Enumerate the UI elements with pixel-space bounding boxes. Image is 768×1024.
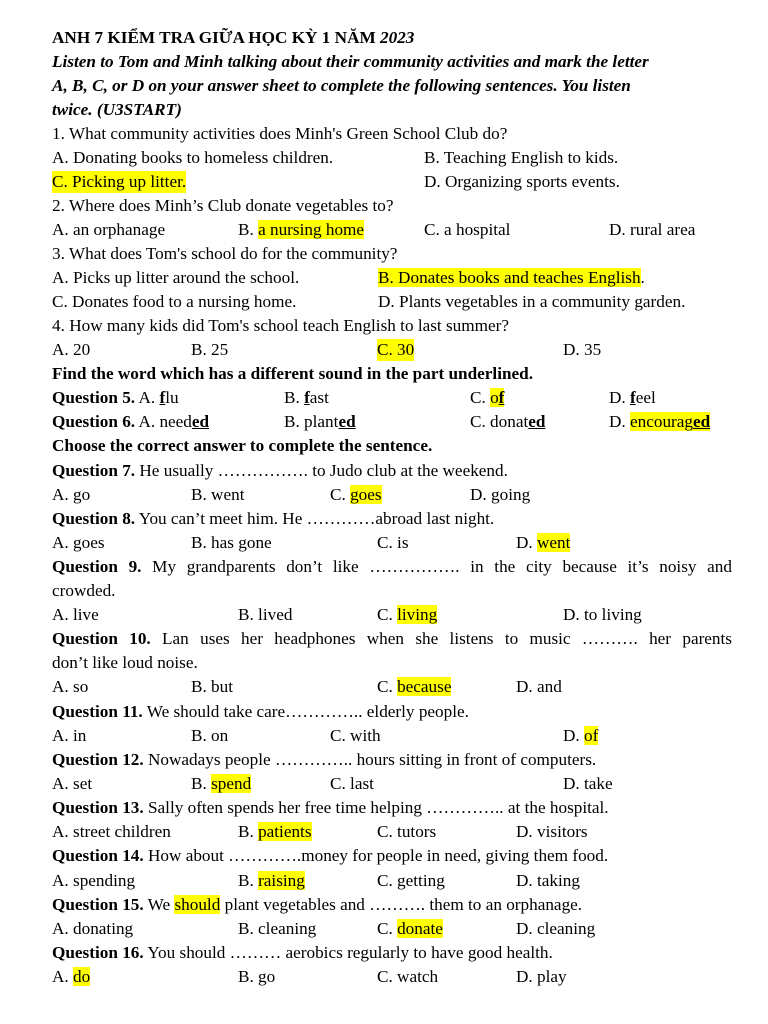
q7-option-c: [330, 484, 382, 506]
q6-d-prefix: D.: [609, 412, 631, 431]
q10-option-b: B. but: [191, 677, 234, 696]
q12-b-prefix: B.: [191, 774, 212, 793]
q10-option-c: [377, 676, 451, 698]
q15-options: [52, 918, 732, 942]
q8-d-prefix: D.: [516, 533, 538, 552]
q4-options: [52, 339, 732, 363]
q4-option-b: B. 25: [191, 340, 229, 359]
q12-option-b: [191, 773, 251, 795]
q5-option-c: [470, 387, 504, 409]
q8-text: You can’t meet him. He …………abroad last night.: [135, 509, 495, 528]
q16-text: You should ……… aerobics regularly to have good health.: [143, 943, 553, 962]
q16-a-answer: do: [73, 967, 91, 986]
q5-c-answer: [490, 388, 504, 407]
q1-options-row-2: [52, 171, 732, 195]
q14-label: Question 14.: [52, 846, 144, 865]
q7-label: Question 7.: [52, 461, 136, 480]
mc-heading: Choose the correct answer to complete the sentence.: [52, 436, 433, 455]
title-main: ANH 7 KIỂM TRA GIỮA HỌC KỲ 1 NĂM: [52, 28, 381, 47]
q15-c-answer: donate: [397, 919, 443, 938]
q10-stem-line-2: don’t like loud noise.: [52, 653, 198, 672]
q15-option-d: D. cleaning: [516, 919, 596, 938]
instruction-line-3: twice. (U3START): [52, 100, 182, 119]
q15-text-post: plant vegetables and ………. them to an orphanage.: [220, 895, 583, 914]
q10-option-a: A. so: [52, 677, 89, 696]
q12-option-c: C. last: [330, 774, 374, 793]
q11-label: Question 11.: [52, 702, 143, 721]
q3-option-b: [378, 267, 645, 289]
q5-label: Question 5.: [52, 388, 136, 407]
q9-options: [52, 604, 732, 628]
q6-label: Question 6.: [52, 412, 136, 431]
q12-option-a: A. set: [52, 774, 93, 793]
q10-text-1: Lan uses her headphones when she listens to music ………. her parents: [150, 629, 732, 648]
q1-option-c-answer: C. Picking up litter.: [52, 172, 187, 191]
q13-text: Sally often spends her free time helping ………….. at the hospital.: [143, 798, 609, 817]
q11-d-prefix: D.: [563, 726, 585, 745]
q8-label: Question 8.: [52, 509, 136, 528]
q10-c-answer: because: [397, 677, 452, 696]
q14-option-c: C. getting: [377, 871, 445, 890]
q5-b-prefix: B.: [284, 388, 305, 407]
q16-label: Question 16.: [52, 943, 144, 962]
q2-option-d: D. rural area: [609, 220, 696, 239]
q14-options: [52, 870, 732, 894]
q6-c-underlined: ed: [528, 412, 546, 431]
instruction-line-2: A, B, C, or D on your answer sheet to complete the following sentences. You listen: [52, 76, 631, 95]
q6-a-prefix: A. need: [135, 412, 192, 431]
q5-option-d: [609, 387, 656, 409]
q15-text-pre: We: [143, 895, 175, 914]
q2-option-c: C. a hospital: [424, 220, 511, 239]
q16-option-a: [52, 966, 90, 988]
q3-options-row-1: [52, 267, 732, 291]
q8-d-answer: went: [537, 533, 571, 552]
q6-b-prefix: B. plant: [284, 412, 339, 431]
q13-option-b: [238, 821, 312, 843]
q16-a-prefix: A.: [52, 967, 74, 986]
q14-option-d: D. taking: [516, 871, 580, 890]
q3-option-b-answer: B. Donates books and teaches English: [378, 268, 641, 287]
q7-text: He usually ……………. to Judo club at the weekend.: [135, 461, 508, 480]
q5-a-rest: lu: [165, 388, 179, 407]
exam-title: [52, 27, 732, 51]
q5-b-underlined: f: [304, 388, 310, 407]
q7-option-a: A. go: [52, 485, 91, 504]
q16-option-c: C. watch: [377, 967, 439, 986]
q10-option-d: D. and: [516, 677, 562, 696]
q3-option-a: A. Picks up litter around the school.: [52, 268, 300, 287]
q15-option-a: A. donating: [52, 919, 134, 938]
q6-d-answer: [630, 412, 710, 431]
q14-stem: [52, 845, 732, 869]
q7-c-answer: goes: [350, 485, 382, 504]
q3-stem: 3. What does Tom's school do for the community?: [52, 244, 398, 263]
q9-c-answer: living: [397, 605, 438, 624]
q6-option-c: [470, 411, 545, 433]
q1-options-row-1: [52, 147, 732, 171]
q8-stem: [52, 508, 732, 532]
q2-option-a: A. an orphanage: [52, 220, 166, 239]
q3-option-d: D. Plants vegetables in a community garden.: [378, 292, 686, 311]
q6-d-highlight: encourag: [630, 412, 694, 431]
q9-label: Question 9.: [52, 557, 142, 576]
q5-option-b: [284, 387, 329, 409]
q8-options: [52, 532, 732, 556]
q11-option-c: C. with: [330, 726, 381, 745]
q10-options: [52, 676, 732, 700]
q6-a-underlined: ed: [191, 412, 210, 431]
q5-d-underlined: f: [630, 388, 636, 407]
q13-option-a: A. street children: [52, 822, 171, 841]
q9-option-a: A. live: [52, 605, 99, 624]
q3-options-row-2: [52, 291, 732, 315]
q7-options: [52, 484, 732, 508]
q6-row: [52, 411, 732, 435]
q5-option-a: [52, 387, 179, 409]
q11-option-a: A. in: [52, 726, 87, 745]
q15-label: Question 15.: [52, 895, 144, 914]
q15-text-highlight: should: [174, 895, 221, 914]
q16-stem: [52, 942, 732, 966]
q9-option-d: D. to living: [563, 605, 642, 624]
q6-b-underlined: ed: [338, 412, 356, 431]
q10-c-prefix: C.: [377, 677, 398, 696]
q13-b-answer: patients: [258, 822, 312, 841]
title-year: 2023: [380, 28, 415, 47]
q5-c-underlined: f: [498, 388, 505, 407]
q12-b-answer: spend: [211, 774, 252, 793]
q13-b-prefix: B.: [238, 822, 259, 841]
q4-option-c-answer: C. 30: [377, 340, 415, 359]
q8-option-c: C. is: [377, 533, 409, 552]
q12-label: Question 12.: [52, 750, 144, 769]
q7-option-d: D. going: [470, 485, 531, 504]
q15-option-b: B. cleaning: [238, 919, 317, 938]
q14-option-a: A. spending: [52, 871, 136, 890]
q3-option-c: C. Donates food to a nursing home.: [52, 292, 297, 311]
q1-option-a: A. Donating books to homeless children.: [52, 148, 334, 167]
q13-options: [52, 821, 732, 845]
q16-option-d: D. play: [516, 967, 567, 986]
q16-option-b: B. go: [238, 967, 276, 986]
q5-d-prefix: D.: [609, 388, 631, 407]
q5-d-rest: eel: [635, 388, 656, 407]
q10-label: Question 10.: [52, 629, 151, 648]
q15-c-prefix: C.: [377, 919, 398, 938]
pronunciation-heading: Find the word which has a different sound in the part underlined.: [52, 364, 534, 383]
q11-option-d: [563, 725, 598, 747]
q6-c-prefix: C. donat: [470, 412, 529, 431]
q14-text: How about ………….money for people in need, giving them food.: [143, 846, 609, 865]
q9-text-1: My grandparents don’t like ……………. in the city because it’s noisy and: [141, 557, 732, 576]
q11-options: [52, 725, 732, 749]
q3-option-b-period: .: [640, 268, 645, 287]
q4-stem: 4. How many kids did Tom's school teach English to last summer?: [52, 316, 509, 335]
q5-c-pre: o: [490, 388, 499, 407]
q9-stem-line-1: [52, 556, 732, 580]
q8-option-d: [516, 532, 570, 554]
q11-option-b: B. on: [191, 726, 229, 745]
instruction-line-1: Listen to Tom and Minh talking about their community activities and mark the letter: [52, 52, 649, 71]
q2-option-b-answer: a nursing home: [258, 220, 365, 239]
q13-stem: [52, 797, 732, 821]
q7-option-b: B. went: [191, 485, 245, 504]
q2-options: [52, 219, 732, 243]
q9-option-c: [377, 604, 437, 626]
q11-d-answer: of: [584, 726, 599, 745]
q14-b-prefix: B.: [238, 871, 259, 890]
q5-c-prefix: C.: [470, 388, 491, 407]
q15-stem: [52, 894, 732, 918]
q16-options: [52, 966, 732, 990]
q1-option-d: D. Organizing sports events.: [424, 172, 620, 191]
q2-option-b: [238, 219, 364, 241]
q5-a-underlined: f: [159, 388, 166, 407]
q14-b-answer: raising: [258, 871, 305, 890]
q1-stem: 1. What community activities does Minh's Green School Club do?: [52, 124, 508, 143]
q13-option-c: C. tutors: [377, 822, 437, 841]
q4-option-a: A. 20: [52, 340, 91, 359]
q6-d-underlined: ed: [693, 412, 711, 431]
q6-option-b: [284, 411, 356, 433]
q2-option-b-prefix: B.: [238, 220, 259, 239]
q2-stem: 2. Where does Minh’s Club donate vegetables to?: [52, 196, 394, 215]
q7-c-prefix: C.: [330, 485, 351, 504]
q6-option-a: [52, 411, 209, 433]
q9-c-prefix: C.: [377, 605, 398, 624]
q5-b-rest: ast: [309, 388, 329, 407]
q15-option-c: [377, 918, 443, 940]
q8-option-b: B. has gone: [191, 533, 272, 552]
q7-stem: [52, 460, 732, 484]
q4-option-d: D. 35: [563, 340, 602, 359]
q12-option-d: D. take: [563, 774, 613, 793]
q11-text: We should take care………….. elderly people.: [142, 702, 469, 721]
q9-option-b: B. lived: [238, 605, 293, 624]
q5-a-prefix: A.: [135, 388, 160, 407]
q11-stem: [52, 701, 732, 725]
q10-stem-line-1: [52, 628, 732, 652]
q5-row: [52, 387, 732, 411]
q9-stem-line-2: crowded.: [52, 581, 116, 600]
q12-text: Nowadays people ………….. hours sitting in front of computers.: [143, 750, 597, 769]
q6-option-d: [609, 411, 710, 433]
q1-option-b: B. Teaching English to kids.: [424, 148, 619, 167]
q12-stem: [52, 749, 732, 773]
q14-option-b: [238, 870, 305, 892]
q13-option-d: D. visitors: [516, 822, 588, 841]
q8-option-a: A. goes: [52, 533, 105, 552]
q13-label: Question 13.: [52, 798, 144, 817]
q12-options: [52, 773, 732, 797]
